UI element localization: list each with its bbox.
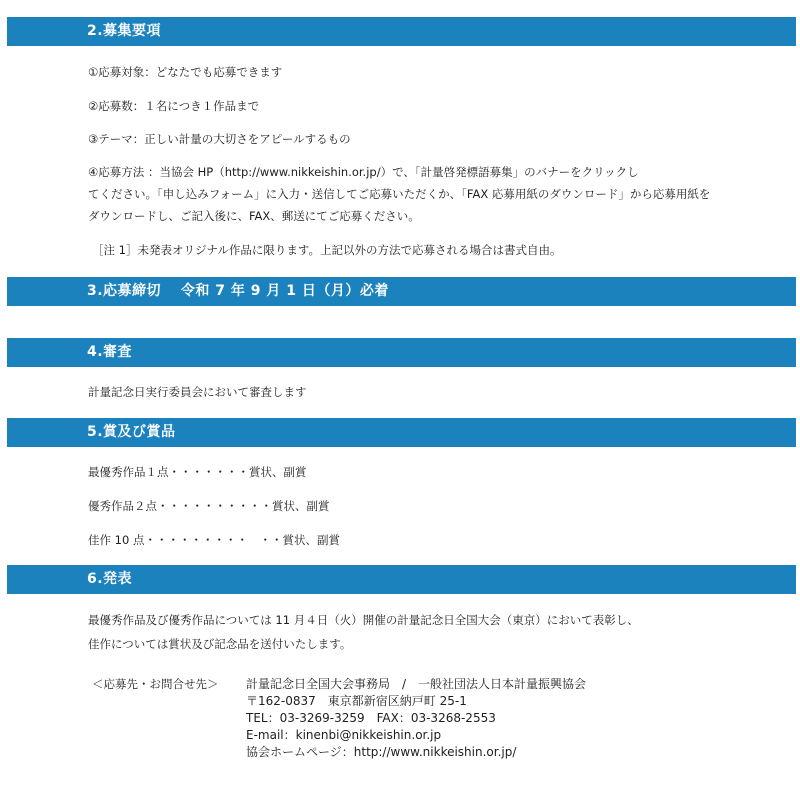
announce-line-2: 佳作については賞状及び記念品を送付いたします。 [88,637,352,651]
contact-label: ＜応募先・お問合せ先＞ [92,677,219,691]
contact-phone: TEL：03-3269-3259 FAX：03-3268-2553 [246,711,496,725]
note-1: ［注 1］未発表オリジナル作品に限ります。上記以外の方法で応募される場合は書式自由。 [92,243,562,257]
section-3-header: 3.応募締切 令和 7 年 9 月 1 日（月）必着 [7,277,796,306]
section-6-header: 6.発表 [7,565,796,594]
contact-website[interactable]: 協会ホームページ：http://www.nikkeishin.or.jp/ [246,745,517,759]
review-text: 計量記念日実行委員会において審査します [88,385,307,399]
item-entries: ②応募数：１名につき１作品まで [88,99,260,113]
section-4-header: 4.審査 [7,338,796,367]
item-applicant: ①応募対象：どなたでも応募できます [88,65,283,79]
method-line-3: ダウンロードし、ご記入後に、FAX、郵送にてご応募ください。 [88,209,420,223]
contact-org: 計量記念日全国大会事務局 / 一般社団法人日本計量振興協会 [246,677,587,691]
method-line-2: てください。「申し込みフォーム」に入力・送信してご応募いただくか、「FAX 応募用紙のダウンロード」から応募用紙を [88,187,711,201]
announce-line-1: 最優秀作品及び優秀作品については 11 月４日（火）開催の計量記念日全国大会（東京）において表彰し、 [88,613,639,627]
item-theme: ③テーマ：正しい計量の大切さをアピールするもの [88,132,351,146]
method-line-1: ④応募方法 ：当協会 HP（http://www.nikkeishin.or.jp/）で、「計量啓発標語募集」のバナーをクリックし [88,165,639,179]
section-5-header: 5.賞及び賞品 [7,418,796,447]
contact-address: 〒162-0837 東京都新宿区納戸町 25-1 [246,694,467,708]
prize-honorable: 佳作 10 点・・・・・・・・・ ・・賞状、副賞 [88,533,340,547]
prize-excellent: 優秀作品２点・・・・・・・・・・賞状、副賞 [88,499,330,513]
contact-email[interactable]: E-mail：kinenbi@nikkeishin.or.jp [246,728,442,742]
section-2-header: 2.募集要項 [7,17,796,46]
prize-grand: 最優秀作品１点・・・・・・・賞状、副賞 [88,465,307,479]
